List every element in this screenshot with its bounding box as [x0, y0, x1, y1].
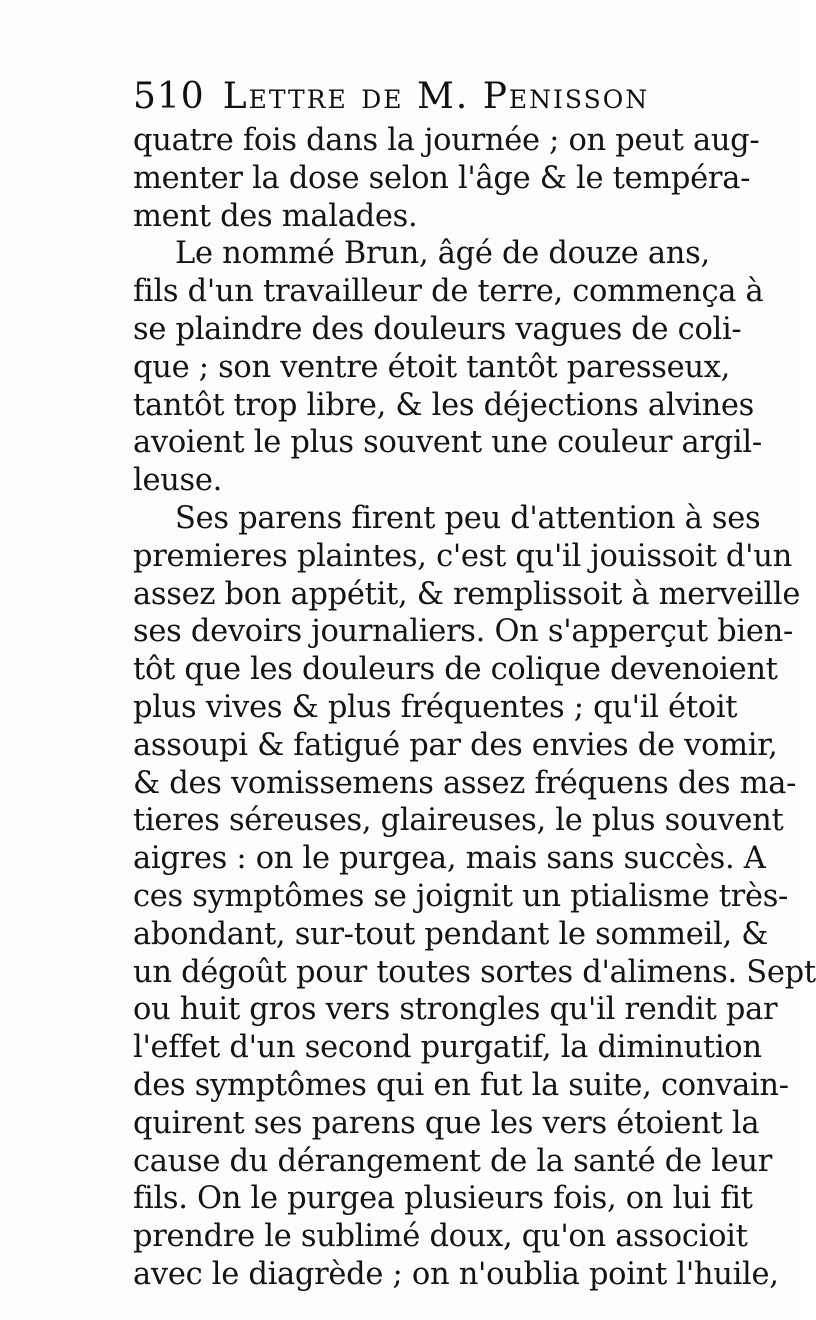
text-line: cause du dérangement de la santé de leur — [133, 1143, 772, 1179]
running-title: Lettre de M. Penisson — [222, 76, 650, 117]
text-line: ces symptômes se joignit un ptialisme très- — [133, 878, 789, 914]
text-line: que ; son ventre étoit tantôt paresseux, — [133, 349, 731, 385]
text-line: se plaindre des douleurs vagues de coli- — [133, 311, 742, 347]
text-line: assoupi & fatigué par des envies de vomir, — [133, 727, 778, 763]
text-line: menter la dose selon l'âge & le tempéra- — [133, 160, 751, 196]
text-line: & des vomissemens assez fréquens des ma- — [133, 765, 797, 801]
text-line: abondant, sur-tout pendant le sommeil, & — [133, 916, 769, 952]
text-line: l'effet d'un second purgatif, la diminution — [133, 1030, 762, 1066]
text-line: des symptômes qui en fut la suite, convain- — [133, 1067, 789, 1103]
text-line: Le nommé Brun, âgé de douze ans, — [175, 236, 710, 272]
text-line: fils. On le purgea plusieurs fois, on lui fit — [133, 1181, 753, 1217]
text-line: ou huit gros vers strongles qu'il rendit par — [133, 992, 778, 1028]
body-text — [133, 122, 816, 1294]
page-number: 510 — [133, 76, 205, 117]
text-line: fils d'un travailleur de terre, commença à — [133, 274, 764, 310]
text-line: aigres : on le purgea, mais sans succès. A — [133, 841, 766, 877]
text-line: prendre le sublimé doux, qu'on associoit — [133, 1219, 748, 1255]
text-line: assez bon appétit, & remplissoit à merveille — [133, 576, 801, 612]
text-line: tantôt trop libre, & les déjections alvines — [133, 387, 755, 423]
text-line: ment des malades. — [133, 198, 418, 234]
text-line: quirent ses parens que les vers étoient la — [133, 1105, 760, 1141]
text-line: un dégoût pour toutes sortes d'alimens. Sept — [133, 954, 816, 990]
text-line: avec le diagrède ; on n'oublia point l'huile, — [133, 1256, 779, 1292]
text-line: leuse. — [133, 463, 223, 499]
text-line: avoient le plus souvent une couleur argil- — [133, 425, 762, 461]
text-line: Ses parens firent peu d'attention à ses — [175, 500, 761, 536]
running-head — [133, 72, 733, 122]
text-line: plus vives & plus fréquentes ; qu'il étoit — [133, 689, 738, 725]
text-line: tieres séreuses, glaireuses, le plus souvent — [133, 803, 784, 839]
text-line: tôt que les douleurs de colique devenoient — [133, 652, 778, 688]
text-line: quatre fois dans la journée ; on peut aug- — [133, 123, 760, 158]
text-line: ses devoirs journaliers. On s'apperçut bien- — [133, 614, 793, 650]
text-line: premieres plaintes, c'est qu'il jouissoit d'un — [133, 538, 792, 574]
